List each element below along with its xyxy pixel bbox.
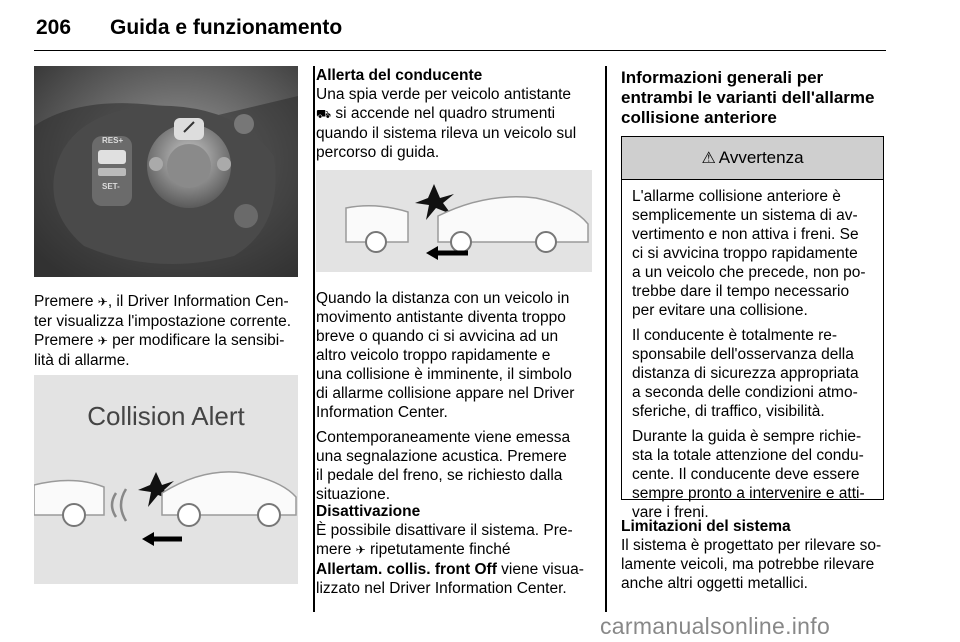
p3-lines: Contemporaneamente viene emessa una segnalazione acustica. Premere il pedale del freno, se richiesto dalla situazione. <box>316 429 571 503</box>
collision-warning-text <box>316 289 598 504</box>
column-divider <box>313 66 315 612</box>
display-title: Collision Alert <box>87 401 245 431</box>
limitations-section: Limitazioni del sistema Il sistema è progettato per rilevare so- lamente veicoli, ma potrebbe rilevare anche altri oggetti metallici. <box>621 517 891 593</box>
set-button-label: SET- <box>102 182 120 191</box>
collision-alert-icon: ✈ <box>97 334 108 348</box>
warning-title: Avvertenza <box>718 148 804 167</box>
warning-box <box>621 136 884 521</box>
warning-paragraph: Il conducente è totalmente re- sponsabile dell'osservanza della distanza di sicurezza appropriata a seconda delle condizioni atmo- sferiche, di traffico, visibilità. <box>632 327 859 420</box>
collision-alert-display <box>34 375 298 584</box>
wheel-instructions: Premere ✈, il Driver Information Cen- ter visualizza l'impostazione corrente. Premere ✈ per modificare la sensibi- lità di allarme. <box>34 293 292 369</box>
warning-paragraph: L'allarme collisione anteriore è semplicemente un sistema di av- vertimento e non attiva i freni. Se ci si avvicina troppo rapidamente a un veicolo che precede, non po- trebbe dare il tempo necessario per evitare una collisione. <box>632 188 866 319</box>
collision-alert-icon: ✈ <box>97 295 108 309</box>
column-divider <box>605 66 607 612</box>
res-button-label: RES+ <box>102 136 124 145</box>
section-heading: Disattivazione <box>316 503 421 520</box>
warning-triangle-icon: ⚠ <box>701 150 716 167</box>
vehicle-ahead-illustration <box>316 170 592 272</box>
general-info-heading: Informazioni generali per entrambi le varianti dell'allarme collisione anteriore <box>621 68 875 127</box>
section-heading: Limitazioni del sistema <box>621 518 791 535</box>
driver-alert-section: Allerta del conducente Una spia verde per veicolo antistante ⛟ si accende nel quadro strumenti quando il sistema rileva un veicolo sul percorso di guida. <box>316 66 598 162</box>
deactivation-section: Disattivazione È possibile disattivare il sistema. Pre- mere ✈ ripetutamente finché Allertam. collis. front Off viene visua- lizzato nel Driver Information Center. <box>316 502 598 598</box>
vehicle-ahead-icon: ⛟ <box>316 107 332 121</box>
watermark: carmanualsonline.info <box>600 613 831 639</box>
page-title: Guida e funzionamento <box>110 16 343 39</box>
page-number: 206 <box>36 16 72 39</box>
p2-lines: Quando la distanza con un veicolo in movimento antistante diventa troppo breve o quando ci si avvicina ad un altro veicolo troppo rapidamente e una collisione è imminente, il simbolo di allarme collisione appare nel Driver Information Center. <box>316 290 575 421</box>
collision-alert-icon: ✈ <box>355 543 366 557</box>
page-header <box>34 12 886 51</box>
warning-header <box>622 137 883 180</box>
section-heading: Allerta del conducente <box>316 67 483 84</box>
steering-wheel-photo <box>34 66 298 277</box>
warning-paragraph: Durante la guida è sempre richie- sta la totale attenzione del condu- cente. Il conducente deve essere sempre pronto a intervenire e atti- vare i freni. <box>632 428 865 521</box>
